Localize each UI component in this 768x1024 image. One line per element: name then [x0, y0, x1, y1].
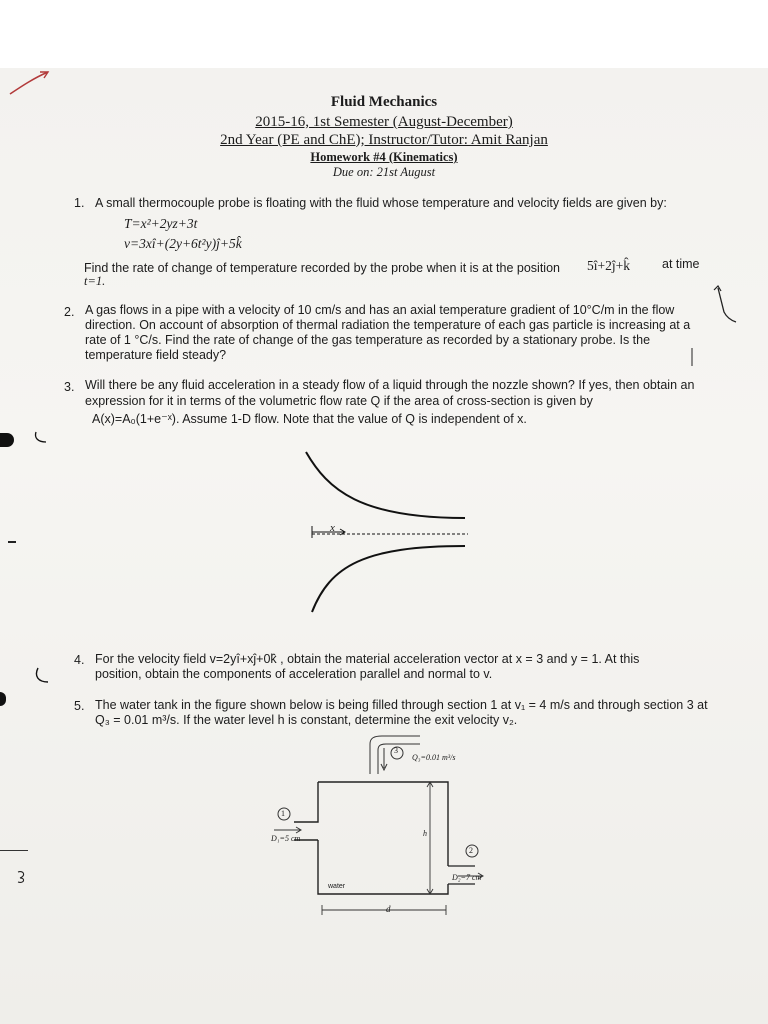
section-2-label: 2 — [469, 846, 473, 855]
h-label: h — [423, 829, 427, 838]
question-4-number: 4. — [74, 653, 85, 667]
nozzle-x-label: x — [330, 522, 335, 534]
course-title: Fluid Mechanics — [330, 94, 438, 110]
punch-hole-mark-1 — [0, 433, 14, 447]
question-3-line-3: A(x)=A₀(1+e⁻ˣ). Assume 1-D flow. Note that the value of Q is independent of x. — [92, 412, 527, 426]
year-instructor-line: 2nd Year (PE and ChE); Instructor/Tutor: Amit Ranjan — [220, 132, 548, 148]
question-5-line-1: The water tank in the figure shown below is being filled through section 1 at v₁ = 4 m/s and through section 3 at — [95, 698, 708, 712]
section-1-label: 1 — [281, 809, 285, 818]
question-4-line-1: For the velocity field v=2yî+xĵ+0k̂ , obtain the material acceleration vector at x = 3 and y = 1. At this — [95, 652, 640, 666]
d2-label: D₂=7 cm — [452, 873, 482, 882]
d1-label: D₁=5 cm — [271, 834, 301, 843]
nozzle-upper-wall — [306, 452, 465, 518]
question-2-line-4: temperature field steady? — [85, 348, 227, 362]
question-1-position: 5î+2ĵ+k̂ — [587, 258, 630, 273]
question-5-number: 5. — [74, 699, 85, 713]
question-3-line-1: Will there be any fluid acceleration in a steady flow of a liquid through the nozzle shown? If yes, then obtain an — [85, 378, 695, 392]
question-4-line-2: position, obtain the components of acceleration parallel and normal to v. — [95, 667, 493, 681]
pen-mark-left-3 — [14, 868, 34, 888]
question-1-line-3: t=1. — [84, 274, 106, 288]
question-3-number: 3. — [64, 380, 75, 394]
d-label: d — [386, 904, 391, 914]
question-5-line-2: Q₃ = 0.01 m³/s. If the water level h is constant, determine the exit velocity v₂. — [95, 713, 518, 727]
question-1-temperature-equation: T=x²+2yz+3t — [124, 216, 198, 231]
water-label: water — [328, 883, 346, 890]
question-2-number: 2. — [64, 305, 75, 319]
header — [0, 94, 768, 111]
question-3-line-2: expression for it in terms of the volumetric flow rate Q if the area of cross-section is given by — [85, 394, 593, 408]
semester-line: 2015-16, 1st Semester (August-December) — [255, 114, 513, 130]
question-2-line-1: A gas flows in a pipe with a velocity of 10 cm/s and has an axial temperature gradient of 10°C/m in the flow — [85, 303, 675, 317]
pen-mark-left-1 — [30, 428, 60, 448]
tank-outline — [294, 782, 448, 894]
question-1-velocity-equation: v=3xî+(2y+6t²y)ĵ+5k̂ — [124, 236, 242, 251]
homework-title: Homework #4 (Kinematics) — [310, 150, 458, 164]
section-3-label: 3 — [394, 746, 398, 755]
margin-pen-mark — [700, 282, 740, 352]
nozzle-figure — [300, 448, 500, 628]
question-2-line-3: rate of 1 °C/s. Find the rate of change of the gas temperature as recorded by a stationary probe. Is the — [85, 333, 651, 347]
question-1-at-time: at time — [662, 257, 700, 271]
question-1-number: 1. — [74, 196, 85, 210]
q3-label: Q₃=0.01 m³/s — [412, 753, 456, 762]
question-2-line-2: direction. On account of absorption of thermal radiation the temperature of each gas particle is increasing at a — [85, 318, 691, 332]
margin-dash-1 — [8, 541, 16, 543]
question-1-line-1: A small thermocouple probe is floating with the fluid whose temperature and velocity fields are given by: — [95, 196, 667, 210]
due-date: Due on: 21st August — [332, 165, 436, 179]
nozzle-lower-wall — [312, 546, 465, 612]
pen-mark-left-2 — [30, 664, 60, 688]
question-1-line-2: Find the rate of change of temperature recorded by the probe when it is at the position — [84, 261, 560, 275]
margin-line — [0, 850, 28, 851]
water-tank-figure — [270, 730, 490, 930]
